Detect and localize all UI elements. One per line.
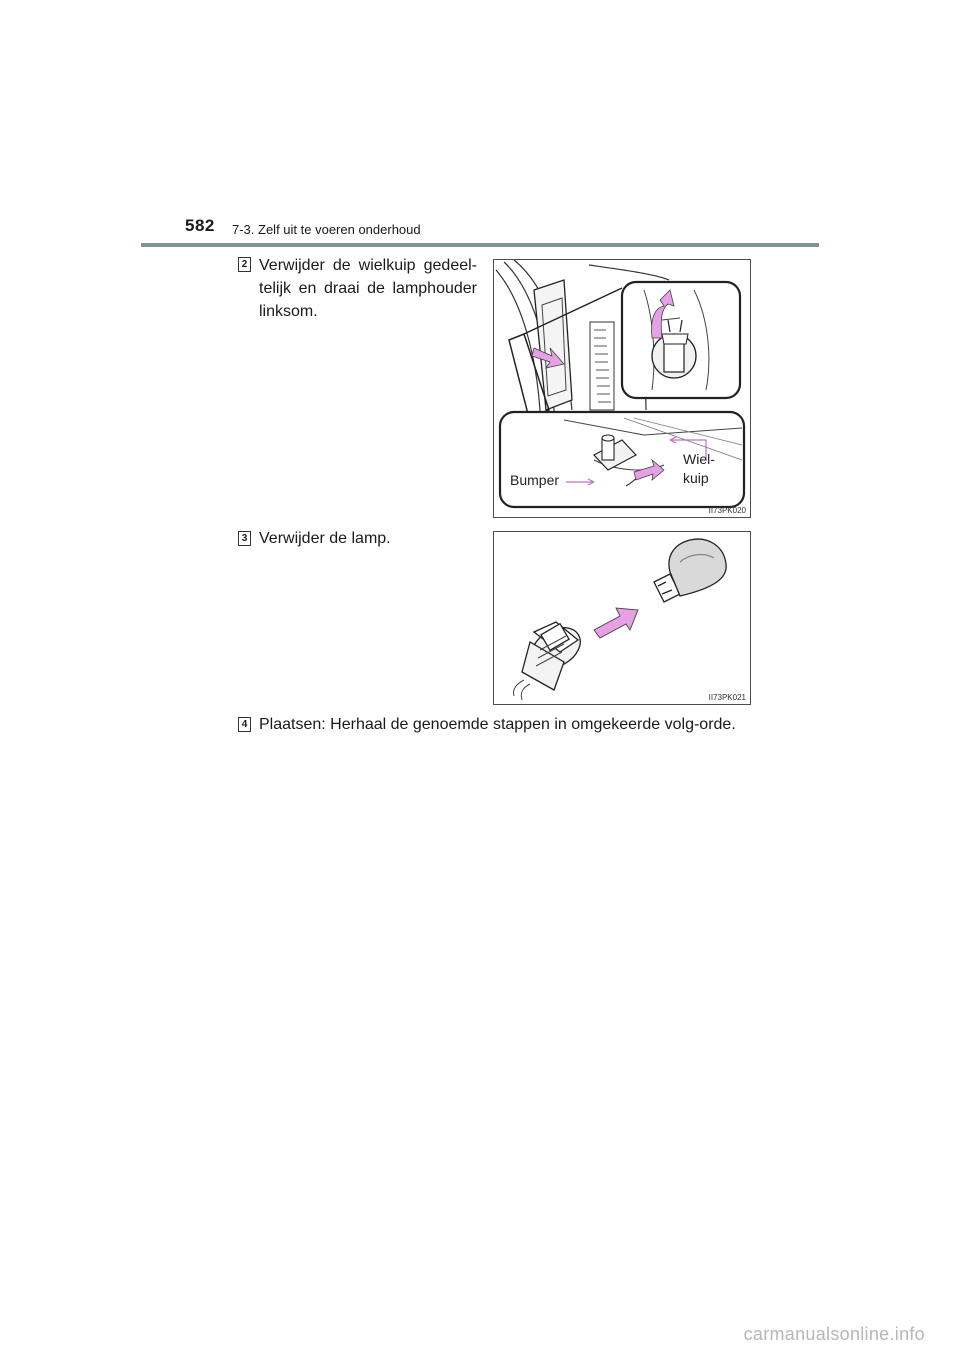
illustration-bulb-and-holder [494, 532, 750, 704]
page-number: 582 [185, 216, 215, 235]
step-2-text: Verwijder de wielkuip gedeel-telijk en draai de lamphouder linksom. [259, 257, 477, 320]
step-number-2: 2 [238, 257, 251, 272]
section-title: 7-3. Zelf uit te voeren onderhoud [232, 222, 421, 237]
callout-bumper: Bumper [510, 472, 560, 488]
header-rule [141, 243, 819, 247]
step-number-3: 3 [238, 531, 251, 546]
watermark: carmanualsonline.info [743, 1324, 925, 1344]
figure-remove-bulb-holder [493, 259, 751, 518]
figure-remove-bulb [493, 531, 751, 705]
step-number-4: 4 [238, 717, 251, 732]
callout-wheelhouse-line2: kuip [683, 470, 709, 486]
callout-wheelhouse-line1: Wiel- [683, 451, 715, 467]
step-4-text: Plaatsen: Herhaal de genoemde stappen in omgekeerde volg-orde. [259, 716, 736, 733]
step-3-text: Verwijder de lamp. [259, 530, 391, 547]
figure-code: II73PK021 [708, 693, 746, 702]
figure-code: II73PK020 [708, 506, 746, 515]
